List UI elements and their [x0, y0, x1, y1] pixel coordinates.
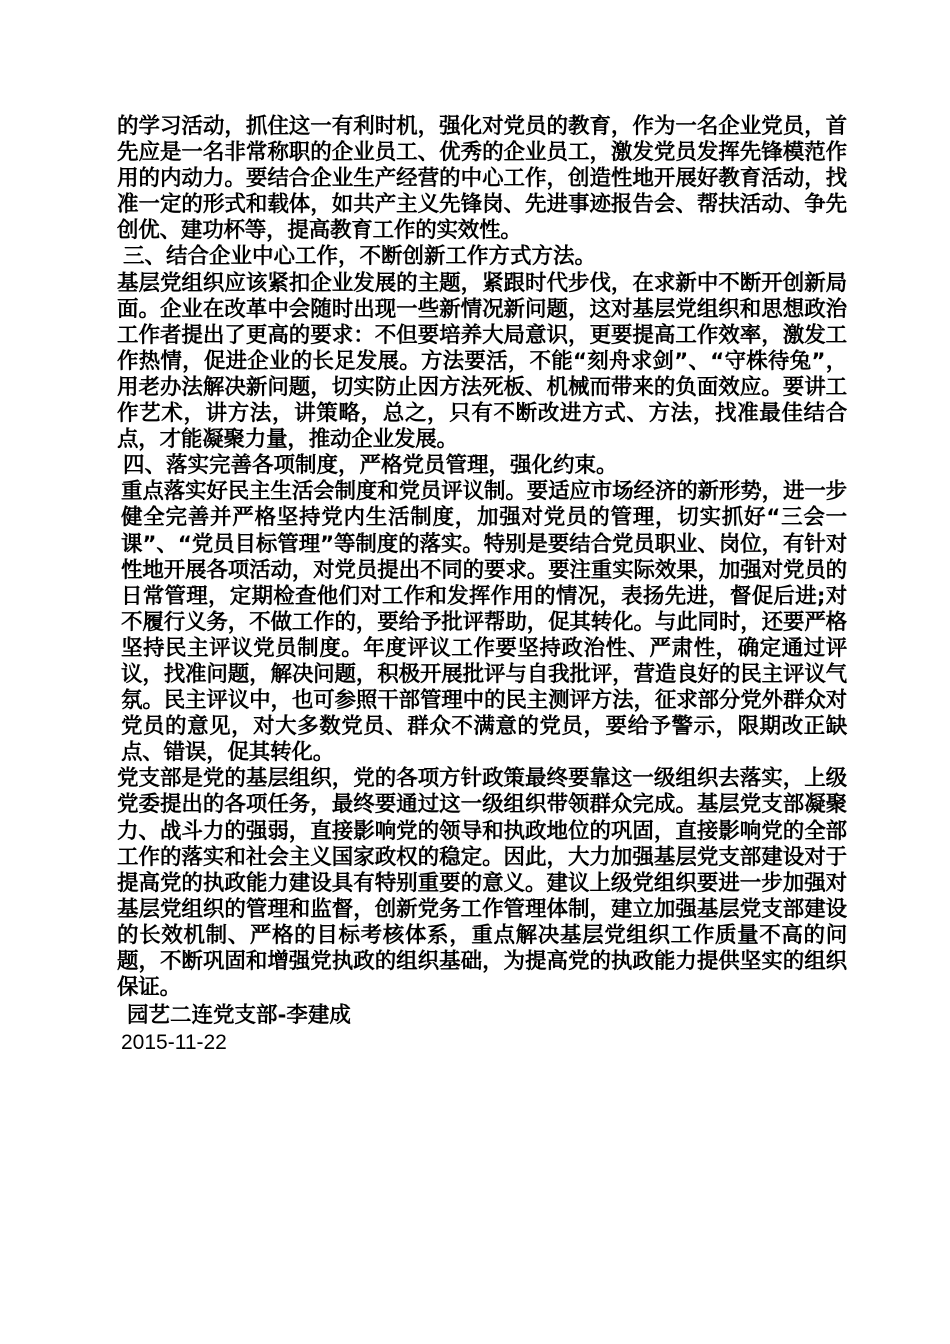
signature: 园艺二连党支部-李建成	[127, 1003, 351, 1029]
document-date: 2015-11-22	[121, 1031, 227, 1055]
paragraph-education: 的学习活动，抓住这一有利时机，强化对党员的教育，作为一名企业党员，首先应是一名非常称职的企业员工、优秀的企业员工，激发党员发挥先锋模范作用的内动力。要结合企业生产经营的中心工作，创造性地开展好教育活动，找准一定的形式和载体，如共产主义先锋岗、先进事迹报告会、帮扶活动、争先创优、建功杯等，提高教育工作的实效性。	[117, 114, 847, 244]
section-heading-4: 四、落实完善各项制度，严格党员管理，强化约束。	[123, 453, 618, 479]
paragraph-system: 重点落实好民主生活会制度和党员评议制。要适应市场经济的新形势，进一步健全完善并严格坚持党内生活制度，加强对党员的管理，切实抓好“三会一课”、“党员目标管理”等制度的落实。特别是要结合党员职业、岗位，有针对性地开展各项活动，对党员提出不同的要求。要注重实际效果，加强对党员的日常管理，定期检查他们对工作和发挥作用的情况，表扬先进，督促后进;对不履行义务，不做工作的，要给予批评帮助，促其转化。与此同时，还要严格坚持民主评议党员制度。年度评议工作要坚持政治性、严肃性，确定通过评议，找准问题，解决问题，积极开展批评与自我批评，营造良好的民主评议气氛。民主评议中，也可参照干部管理中的民主测评方法，征求部分党外群众对党员的意见，对大多数党员、群众不满意的党员，要给予警示，限期改正缺点、错误，促其转化。	[121, 479, 847, 766]
paragraph-innovation: 基层党组织应该紧扣企业发展的主题，紧跟时代步伐，在求新中不断开创新局面。企业在改革中会随时出现一些新情况新问题，这对基层党组织和思想政治工作者提出了更高的要求：不但要培养大局意识，更要提高工作效率，激发工作热情，促进企业的长足发展。方法要活，不能“刻舟求剑”、“守株待兔”，用老办法解决新问题，切实防止因方法死板、机械而带来的负面效应。要讲工作艺术，讲方法，讲策略，总之，只有不断改进方式、方法，找准最佳结合点，才能凝聚力量，推动企业发展。	[117, 270, 847, 453]
document-page	[117, 114, 847, 1056]
section-heading-3: 三、结合企业中心工作，不断创新工作方式方法。	[123, 244, 597, 270]
paragraph-conclusion: 党支部是党的基层组织，党的各项方针政策最终要靠这一级组织去落实，上级党委提出的各项任务，最终要通过这一级组织带领群众完成。基层党支部凝聚力、战斗力的强弱，直接影响党的领导和执政地位的巩固，直接影响党的全部工作的落实和社会主义国家政权的稳定。因此，大力加强基层党支部建设对于提高党的执政能力建设具有特别重要的意义。建议上级党组织要进一步加强对基层党组织的管理和监督，创新党务工作管理体制，建立加强基层党支部建设的长效机制、严格的目标考核体系，重点解决基层党组织工作质量不高的问题，不断巩固和增强党执政的组织基础，为提高党的执政能力提供坚实的组织保证。	[117, 766, 847, 1001]
